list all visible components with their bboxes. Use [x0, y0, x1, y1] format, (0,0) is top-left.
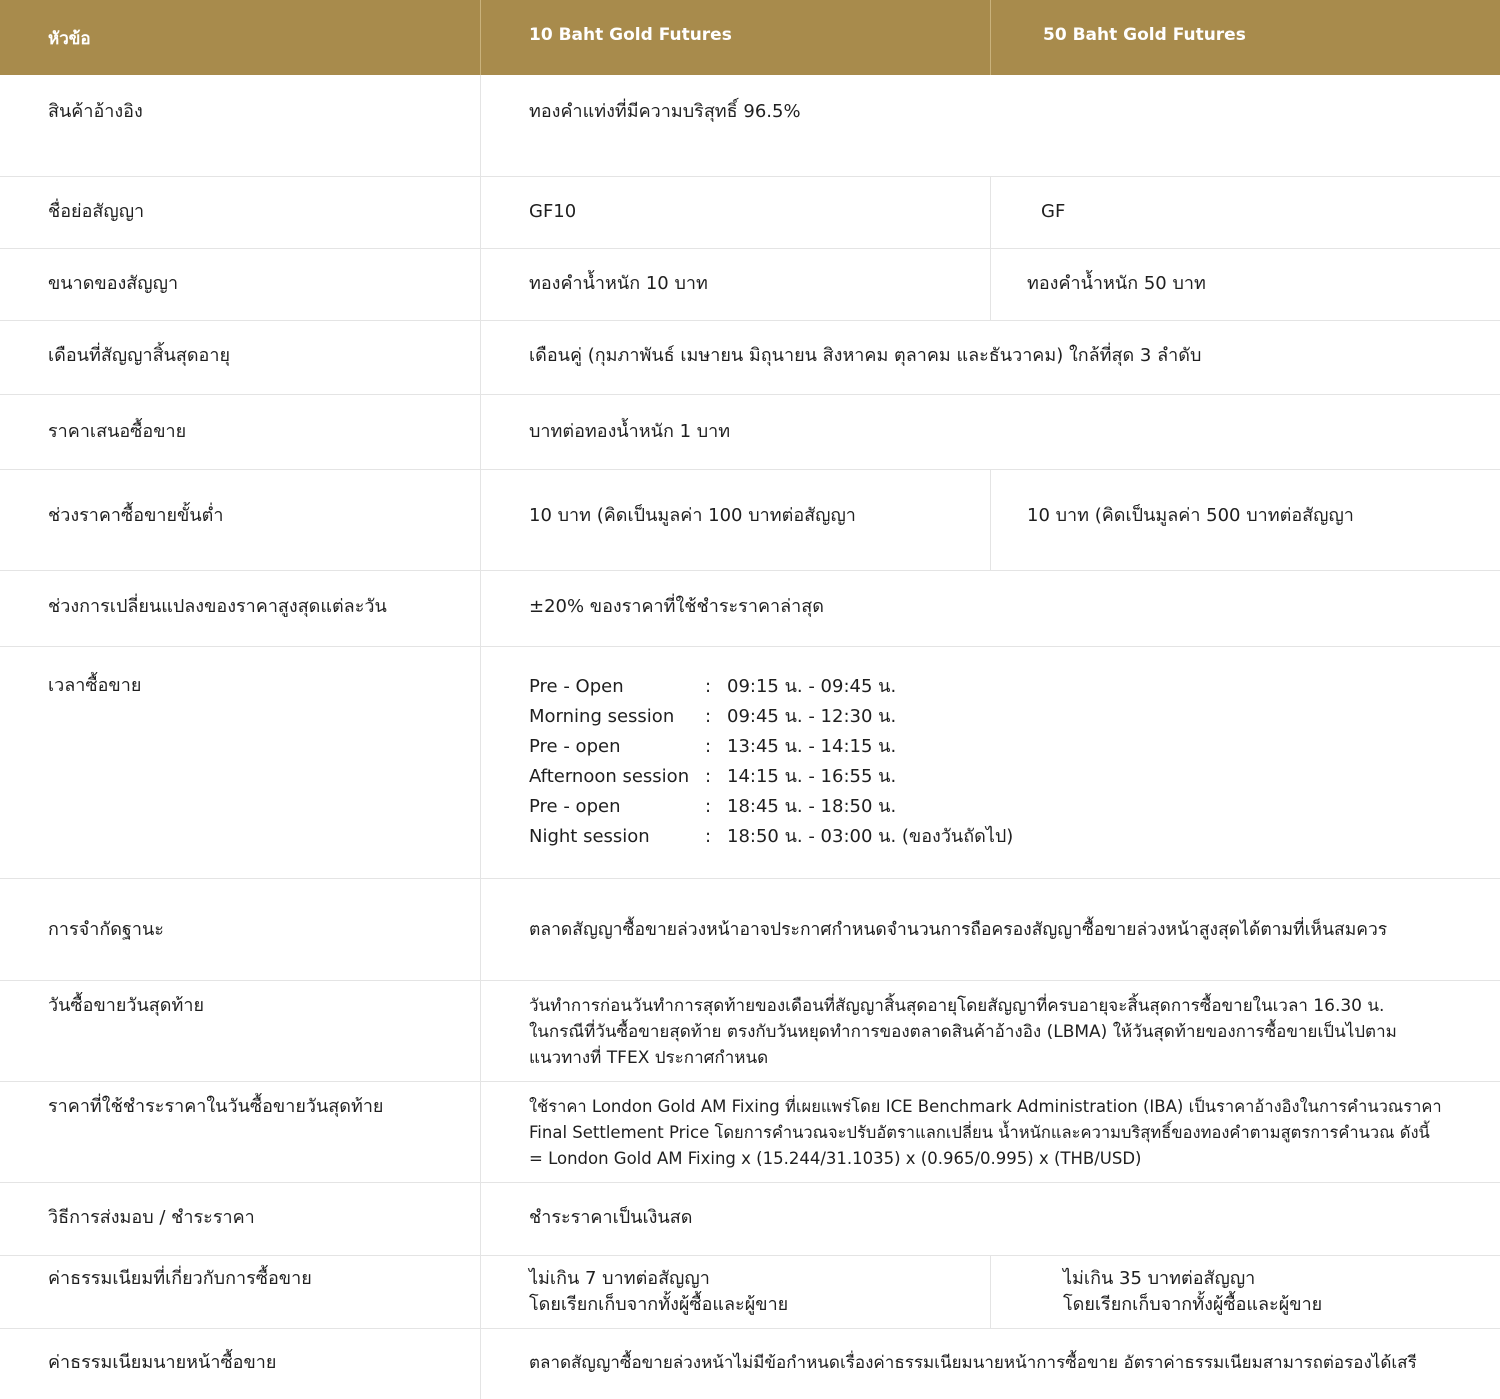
row-value: ชำระราคาเป็นเงินสด: [529, 1207, 693, 1228]
trading-hours-schedule: [481, 647, 1500, 878]
row-label: ช่วงการเปลี่ยนแปลงของราคาสูงสุดแต่ละวัน: [0, 571, 481, 646]
session-time: 18:45 น. - 18:50 น.: [727, 796, 897, 817]
session-sep: :: [705, 796, 712, 817]
row-label: ช่วงราคาซื้อขายขั้นต่ำ: [0, 470, 481, 570]
row-label: ราคาที่ใช้ชำระราคาในวันซื้อขายวันสุดท้าย: [0, 1082, 481, 1182]
row-label: ค่าธรรมเนียมนายหน้าซื้อขาย: [0, 1329, 481, 1399]
value-line: ไม่เกิน 35 บาทต่อสัญญา: [1063, 1268, 1256, 1289]
header-50-baht: 50 Baht Gold Futures: [1043, 25, 1246, 45]
row-value-10: ทองคำน้ำหนัก 10 บาท: [481, 249, 991, 320]
value-line: ไม่เกิน 7 บาทต่อสัญญา: [529, 1268, 710, 1289]
row-label: ราคาเสนอซื้อขาย: [0, 395, 481, 469]
value-line: Final Settlement Price โดยการคำนวณจะปรับอัตราแลกเปลี่ยน น้ำหนักและความบริสุทธิ์ของทองคำตามสูตรการคำนวณ ดังนี้: [529, 1123, 1430, 1142]
row-value: [481, 981, 1500, 1081]
value-line: แนวทางที่ TFEX ประกาศกำหนด: [529, 1048, 769, 1068]
table-row: [0, 1183, 1500, 1256]
session-name: Pre - open: [529, 796, 621, 817]
row-value-10: 10 บาท (คิดเป็นมูลค่า 100 บาทต่อสัญญา: [481, 470, 991, 570]
row-value-50: ทองคำน้ำหนัก 50 บาท: [1027, 273, 1206, 294]
session-name: Pre - Open: [529, 676, 624, 697]
session-name: Morning session: [529, 706, 675, 727]
value-line: ใช้ราคา London Gold AM Fixing ที่เผยแพร่โดย ICE Benchmark Administration (IBA) เป็นราคาอ้างอิงในการคำนวณราคา: [529, 1097, 1442, 1116]
session-time: 18:50 น. - 03:00 น. (ของวันถัดไป): [727, 826, 1014, 847]
table-header: [0, 0, 1500, 75]
table-row: [0, 395, 1500, 470]
row-label: วันซื้อขายวันสุดท้าย: [0, 981, 481, 1081]
value-line: = London Gold AM Fixing x (15.244/31.1035) x (0.965/0.995) x (THB/USD): [529, 1149, 1142, 1168]
row-label: วิธีการส่งมอบ / ชำระราคา: [0, 1183, 481, 1255]
row-value-50: GF: [1041, 201, 1066, 222]
table-row: [0, 1082, 1500, 1183]
table-row: [0, 249, 1500, 321]
table-row: [0, 1256, 1500, 1329]
row-value: เดือนคู่ (กุมภาพันธ์ เมษายน มิถุนายน สิงหาคม ตุลาคม และธันวาคม) ใกล้ที่สุด 3 ลำดับ: [529, 345, 1202, 366]
session-sep: :: [705, 826, 712, 847]
session-time: 14:15 น. - 16:55 น.: [727, 766, 897, 787]
session-sep: :: [705, 676, 712, 697]
value-line: โดยเรียกเก็บจากทั้งผู้ซื้อและผู้ขาย: [529, 1294, 789, 1315]
table-row: [0, 571, 1500, 647]
row-value-50: 10 บาท (คิดเป็นมูลค่า 500 บาทต่อสัญญา: [1027, 505, 1354, 526]
table-row: [0, 470, 1500, 571]
session-name: Night session: [529, 826, 650, 847]
session-sep: :: [705, 706, 712, 727]
session-sep: :: [705, 736, 712, 757]
table-row: [0, 177, 1500, 249]
session-time: 13:45 น. - 14:15 น.: [727, 736, 897, 757]
session-sep: :: [705, 766, 712, 787]
row-label: ค่าธรรมเนียมที่เกี่ยวกับการซื้อขาย: [0, 1256, 481, 1328]
row-value-10: [481, 1256, 991, 1328]
table-row: [0, 1329, 1500, 1399]
session-time: 09:45 น. - 12:30 น.: [727, 706, 897, 727]
row-value: ตลาดสัญญาซื้อขายล่วงหน้าอาจประกาศกำหนดจำนวนการถือครองสัญญาซื้อขายล่วงหน้าสูงสุดได้ตามที่เห็นสมควร: [529, 920, 1388, 940]
row-value-10: GF10: [481, 177, 991, 248]
row-label: สินค้าอ้างอิง: [0, 75, 481, 176]
row-value-50: [991, 1256, 1500, 1328]
session-time: 09:15 น. - 09:45 น.: [727, 676, 897, 697]
table-row: [0, 321, 1500, 395]
row-value: [481, 1082, 1500, 1182]
session-name: Pre - open: [529, 736, 621, 757]
value-line: วันทำการก่อนวันทำการสุดท้ายของเดือนที่สัญญาสิ้นสุดอายุโดยสัญญาที่ครบอายุจะสิ้นสุดการซื้อขายในเวลา 16.30 น.: [529, 996, 1385, 1016]
table-row: [0, 879, 1500, 981]
row-label: เดือนที่สัญญาสิ้นสุดอายุ: [0, 321, 481, 394]
row-value: ตลาดสัญญาซื้อขายล่วงหน้าไม่มีข้อกำหนดเรื่องค่าธรรมเนียมนายหน้าการซื้อขาย อัตราค่าธรรมเนียมสามารถต่อรองได้เสรี: [529, 1353, 1417, 1373]
row-value: ทองคำแท่งที่มีความบริสุทธิ์ 96.5%: [529, 101, 801, 122]
table-row: [0, 647, 1500, 879]
row-value: บาทต่อทองน้ำหนัก 1 บาท: [529, 421, 731, 442]
table-row: [0, 75, 1500, 177]
row-label: เวลาซื้อขาย: [0, 647, 481, 878]
session-name: Afternoon session: [529, 766, 690, 787]
value-line: ในกรณีที่วันซื้อขายสุดท้าย ตรงกับวันหยุดทำการของตลาดสินค้าอ้างอิง (LBMA) ให้วันสุดท้ายของการซื้อขายเป็นไปตาม: [529, 1022, 1397, 1042]
row-label: ขนาดของสัญญา: [0, 249, 481, 320]
row-value: ±20% ของราคาที่ใช้ชำระราคาล่าสุด: [529, 596, 824, 617]
header-10-baht: 10 Baht Gold Futures: [481, 0, 991, 75]
table-row: [0, 981, 1500, 1082]
row-label: ชื่อย่อสัญญา: [0, 177, 481, 248]
row-label: การจำกัดฐานะ: [0, 879, 481, 980]
header-topic: หัวข้อ: [0, 0, 481, 75]
value-line: โดยเรียกเก็บจากทั้งผู้ซื้อและผู้ขาย: [1063, 1294, 1323, 1315]
